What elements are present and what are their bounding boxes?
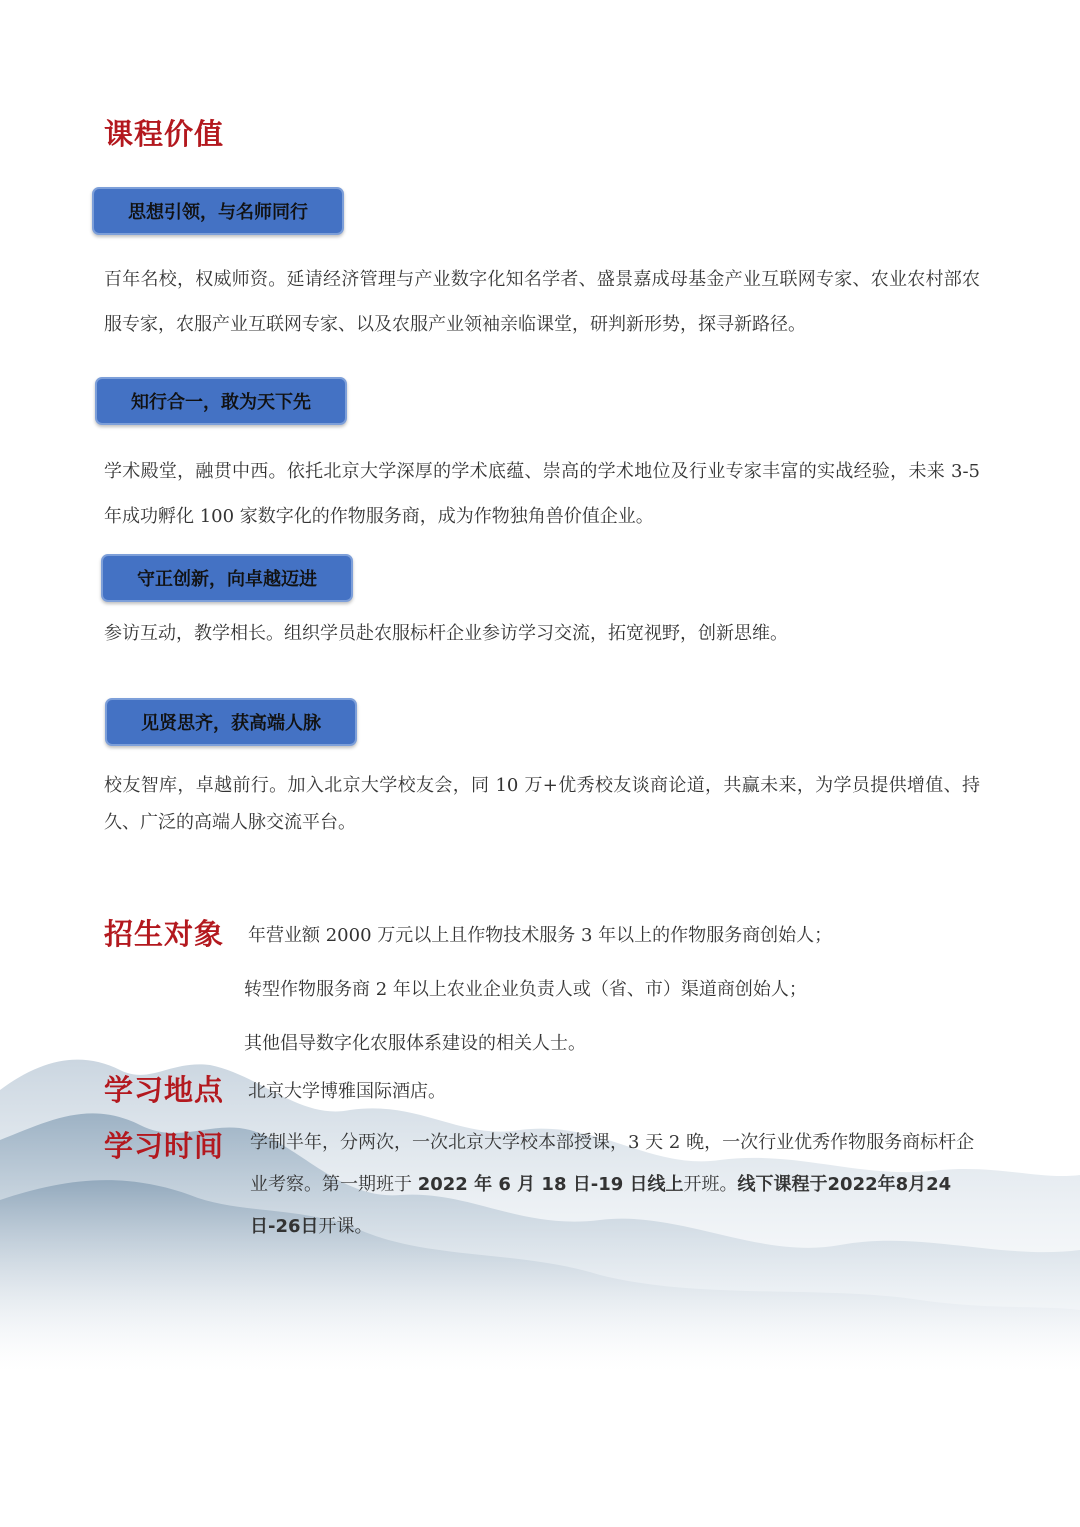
location-title: 学习地点	[104, 1073, 225, 1107]
location-text: 北京大学博雅国际酒店。	[248, 1081, 446, 1102]
schedule-title: 学习时间	[104, 1129, 225, 1163]
schedule-text-part-1: 学制半年，分两次，一次北京大学校本部授课，3 天 2 晚，一次行业优秀作物服务商标杆企业考察。第一期班于	[250, 1132, 975, 1195]
value-text-4: 校友智库，卓越前行。加入北京大学校友会，同 10 万+优秀校友谈商论道，共赢未来，为学员提供增值、持久、广泛的高端人脉交流平台。	[104, 775, 980, 833]
enrollment-item-3: 其他倡导数字化农服体系建设的相关人士。	[244, 1033, 586, 1054]
enrollment-item-1: 年营业额 2000 万元以上且作物技术服务 3 年以上的作物服务商创始人；	[248, 925, 833, 946]
section-title-course-value: 课程价值	[104, 117, 225, 151]
value-text-1: 百年名校，权威师资。延请经济管理与产业数字化知名学者、盛景嘉成母基金产业互联网专家、农业农村部农服专家，农服产业互联网专家、以及农服产业领袖亲临课堂，研判新形势，探寻新路径。	[104, 269, 980, 335]
value-tag-4: 见贤思齐，获高端人脉	[105, 698, 357, 746]
value-text-3: 参访互动，教学相长。组织学员赴农服标杆企业参访学习交流，拓宽视野，创新思维。	[104, 623, 788, 644]
schedule-text-part-2: 开班。	[683, 1174, 738, 1195]
enrollment-title: 招生对象	[104, 917, 225, 951]
value-text-2: 学术殿堂，融贯中西。依托北京大学深厚的学术底蕴、崇高的学术地位及行业专家丰富的实战经验，未来 3-5 年成功孵化 100 家数字化的作物服务商，成为作物独角兽价值企业。	[104, 461, 980, 527]
schedule-text-part-3: 开课。	[318, 1216, 373, 1237]
enrollment-item-2: 转型作物服务商 2 年以上农业企业负责人或（省、市）渠道商创始人；	[244, 979, 807, 1000]
value-tag-1: 思想引领，与名师同行	[92, 187, 344, 235]
value-tag-2: 知行合一，敢为天下先	[95, 377, 347, 425]
schedule-online-date: 2022 年 6 月 18 日-19 日线上	[417, 1174, 684, 1195]
schedule-offline-date: 线下课程于2022年8月24日-26日	[250, 1174, 952, 1237]
schedule-text	[250, 1122, 980, 1248]
value-tag-3: 守正创新，向卓越迈进	[101, 554, 353, 602]
